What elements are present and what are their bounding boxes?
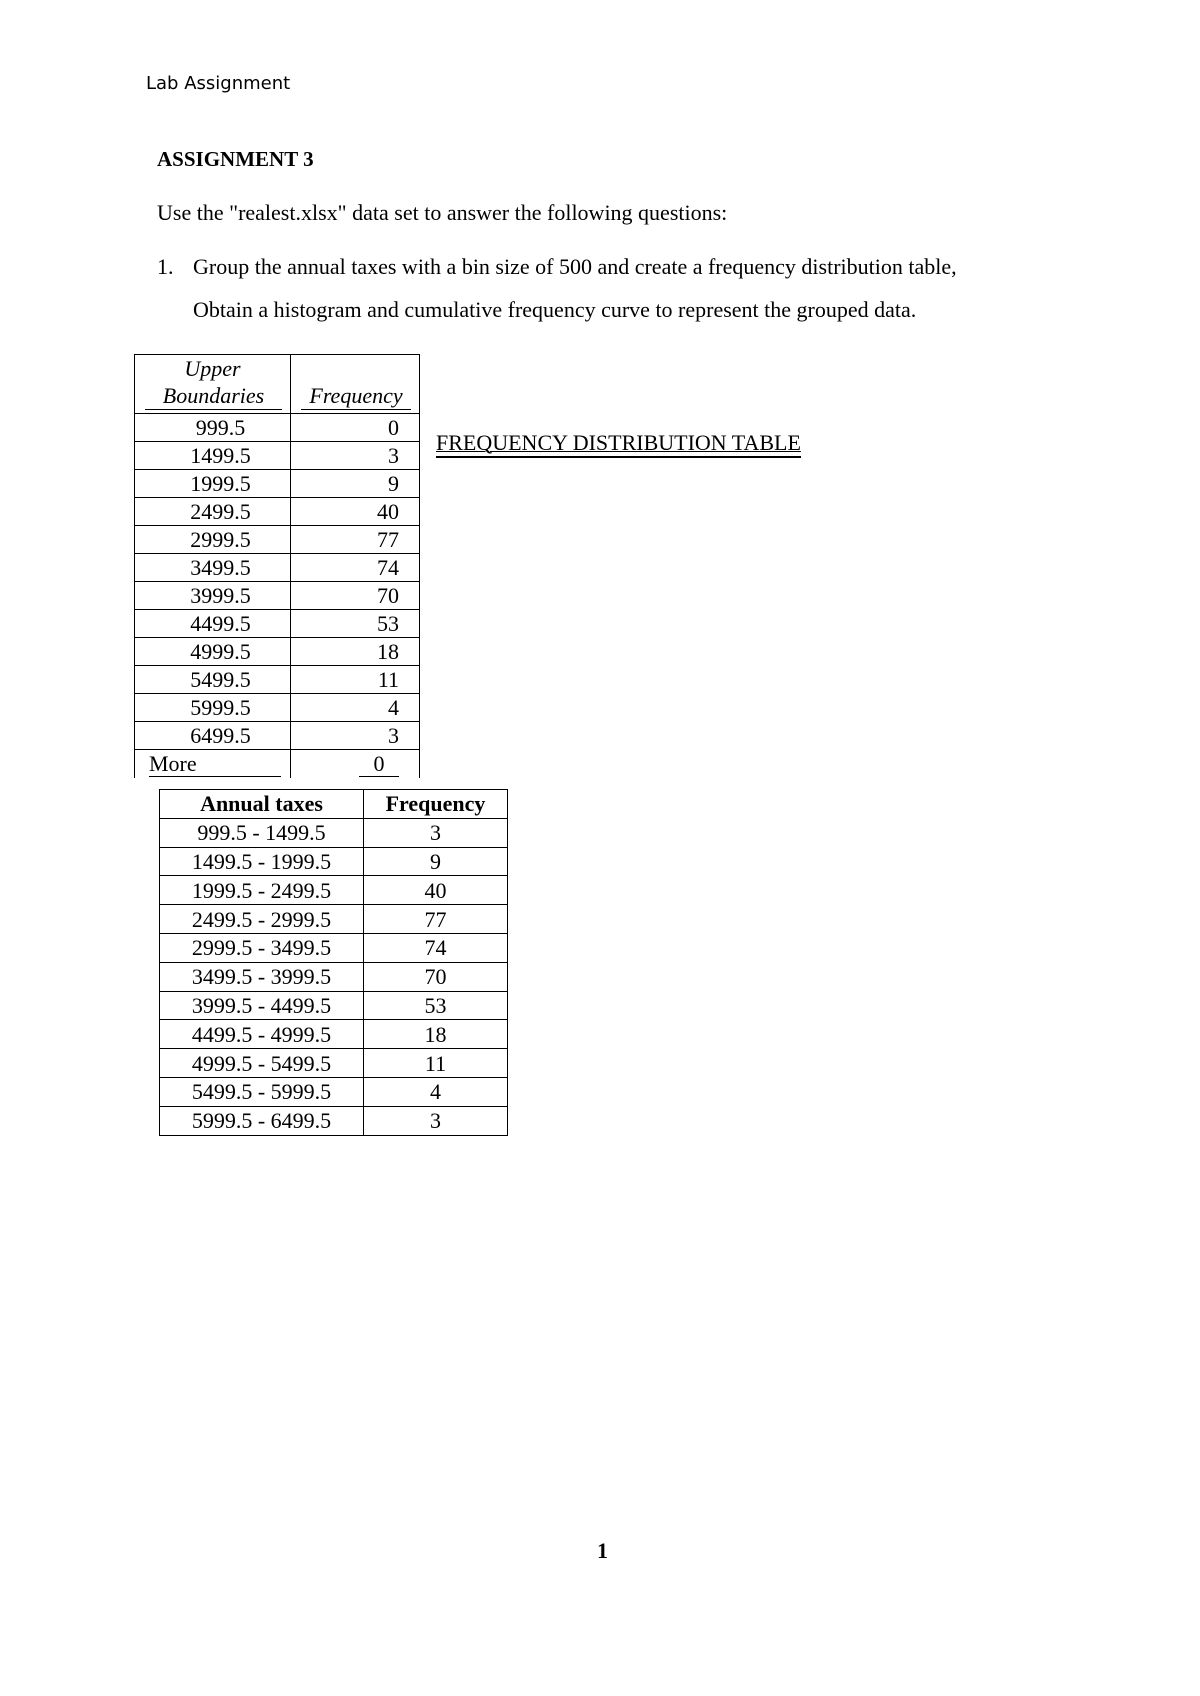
boundary-cell: 2999.5 [135,526,291,554]
boundary-cell: 4499.5 [135,610,291,638]
table-row [160,876,508,905]
table-row [160,1077,508,1106]
table-row [135,442,420,470]
frequency-cell: 18 [364,1020,508,1049]
assignment-title: ASSIGNMENT 3 [157,147,314,171]
table-row [160,962,508,991]
table-row [160,905,508,934]
range-cell: 999.5 - 1499.5 [160,818,364,847]
table-caption: FREQUENCY DISTRIBUTION TABLE [436,431,801,458]
table-row [135,554,420,582]
boundary-cell: 5499.5 [135,666,291,694]
frequency-cell: 4 [291,694,420,722]
range-cell: 3999.5 - 4499.5 [160,991,364,1020]
boundary-cell: 999.5 [135,414,291,442]
upper-boundaries-header-line1: Upper [184,356,241,381]
table-row [160,991,508,1020]
frequency-cell: 11 [364,1049,508,1078]
frequency-cell: 53 [364,991,508,1020]
range-cell: 4499.5 - 4999.5 [160,1020,364,1049]
table-row [135,526,420,554]
range-cell: 5999.5 - 6499.5 [160,1106,364,1135]
range-cell: 2499.5 - 2999.5 [160,905,364,934]
question-text-line-2: Obtain a histogram and cumulative frequency curve to represent the grouped data. [193,297,917,322]
table-row-more [135,750,420,778]
annual-taxes-table [159,789,508,1136]
table-row [135,722,420,750]
table-row [135,638,420,666]
upper-boundaries-header-line2: Boundaries [145,382,282,410]
upper-boundaries-table [134,354,420,778]
boundary-cell: 1499.5 [135,442,291,470]
boundary-cell: 5999.5 [135,694,291,722]
range-cell: 1499.5 - 1999.5 [160,847,364,876]
boundary-cell: 1999.5 [135,470,291,498]
assignment-intro: Use the "realest.xlsx" data set to answer the following questions: [157,200,728,225]
table-row [135,666,420,694]
page-header: Lab Assignment [146,73,291,94]
frequency-cell: 70 [364,962,508,991]
frequency-cell: 18 [291,638,420,666]
table-row [160,1106,508,1135]
table-row [135,582,420,610]
table-row [135,470,420,498]
frequency-cell: 4 [364,1077,508,1106]
frequency-cell: 3 [364,818,508,847]
table-row [135,498,420,526]
frequency-cell: 3 [364,1106,508,1135]
table-row [135,414,420,442]
question-number: 1. [157,254,174,279]
frequency-cell: 3 [291,442,420,470]
table-row [160,1049,508,1078]
lower-table-header-row [160,790,508,819]
frequency-cell: 74 [291,554,420,582]
more-label-cell [135,750,291,778]
boundary-cell: 6499.5 [135,722,291,750]
more-frequency: 0 [359,752,399,777]
lower-frequency-header: Frequency [364,790,508,819]
frequency-cell: 0 [291,414,420,442]
table-row [160,847,508,876]
table-row [160,818,508,847]
frequency-cell: 40 [364,876,508,905]
frequency-cell: 53 [291,610,420,638]
table-row [160,933,508,962]
frequency-cell: 74 [364,933,508,962]
more-label: More [149,752,281,777]
frequency-cell: 9 [291,470,420,498]
more-frequency-cell [291,750,420,778]
frequency-cell: 3 [291,722,420,750]
boundary-cell: 3499.5 [135,554,291,582]
table-row [135,694,420,722]
range-cell: 3499.5 - 3999.5 [160,962,364,991]
upper-frequency-header-text: Frequency [301,382,411,410]
table-row [160,1020,508,1049]
boundary-cell: 2499.5 [135,498,291,526]
page-number: 1 [597,1538,608,1563]
frequency-cell: 9 [364,847,508,876]
range-cell: 5499.5 - 5999.5 [160,1077,364,1106]
upper-boundaries-header [135,355,291,414]
range-cell: 2999.5 - 3499.5 [160,933,364,962]
frequency-cell: 77 [291,526,420,554]
upper-frequency-header [291,355,420,414]
table-row [135,610,420,638]
upper-table-header-row [135,355,420,414]
question-text-line-1: Group the annual taxes with a bin size of 500 and create a frequency distribution table, [193,254,957,279]
boundary-cell: 3999.5 [135,582,291,610]
range-cell: 1999.5 - 2499.5 [160,876,364,905]
annual-taxes-header: Annual taxes [160,790,364,819]
frequency-cell: 77 [364,905,508,934]
frequency-cell: 40 [291,498,420,526]
frequency-cell: 11 [291,666,420,694]
frequency-cell: 70 [291,582,420,610]
boundary-cell: 4999.5 [135,638,291,666]
range-cell: 4999.5 - 5499.5 [160,1049,364,1078]
